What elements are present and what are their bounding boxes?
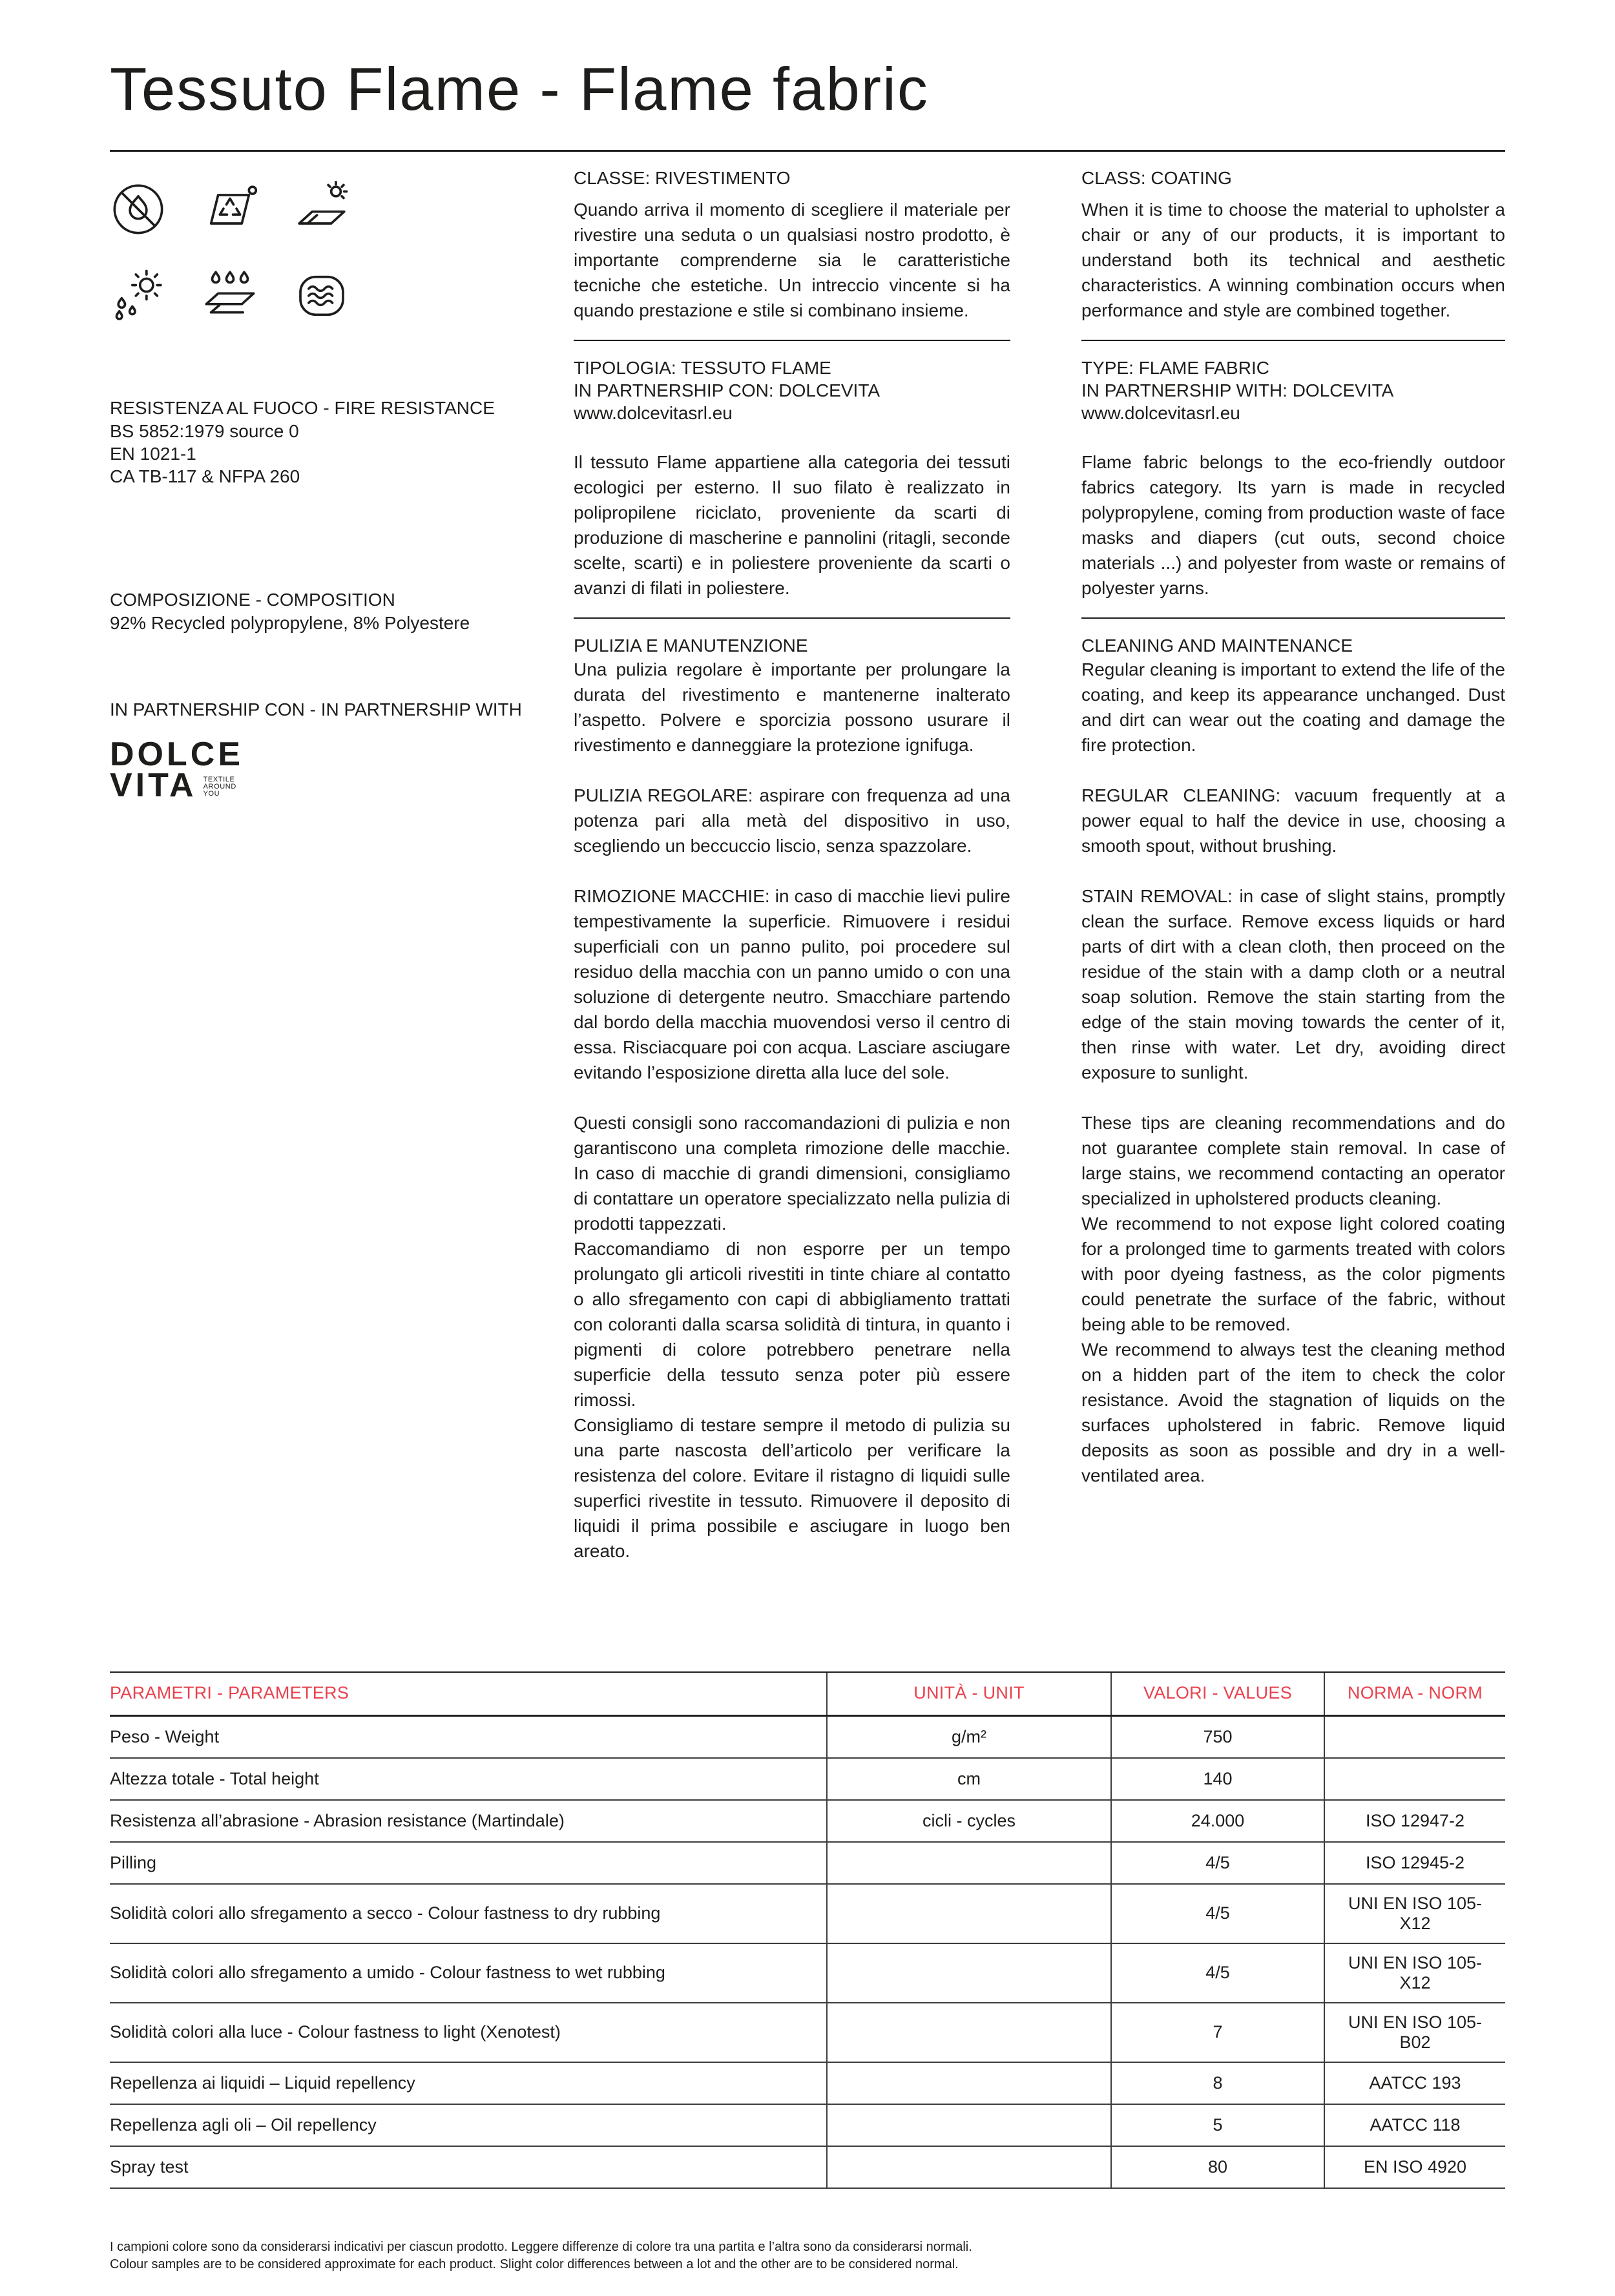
parameter-cell: Pilling xyxy=(110,1842,827,1884)
footer-note-italian: I campioni colore sono da considerarsi indicativi per ciascun prodotto. Leggere differenze di colore tra una partita e l’altra sono da considerarsi normali. xyxy=(110,2240,972,2254)
regular-cleaning-en: REGULAR CLEANING: vacuum frequently at a power equal to half the device in use, choosing a smooth spout, without brushing. xyxy=(1081,785,1505,856)
title-divider xyxy=(110,150,1505,152)
page-title: Tessuto Flame - Flame fabric xyxy=(110,55,929,123)
type-heading-en: TYPE: FLAME FABRIC xyxy=(1081,358,1269,378)
table-row xyxy=(110,2062,1505,2104)
unit-cell xyxy=(827,2003,1111,2062)
unit-cell: cm xyxy=(827,1758,1111,1800)
value-cell: 4/5 xyxy=(1111,1842,1324,1884)
table-header-row xyxy=(110,1672,1505,1716)
value-cell: 4/5 xyxy=(1111,1943,1324,2003)
type-text-it: Il tessuto Flame appartiene alla categoria dei tessuti ecologici per esterno. Il suo filato è realizzato in polipropilene riciclato, proveniente da scarti di produzione di mascherine e pannolini (ritagli, seconde scelte, scarti) e in poliestere proveniente da scarti o avanzi di filati in poliestere. xyxy=(574,452,1010,598)
class-heading-it: CLASSE: RIVESTIMENTO xyxy=(574,168,791,188)
unit-cell xyxy=(827,1884,1111,1943)
composition-section xyxy=(110,588,523,634)
unit-column-header: UNITÀ - UNIT xyxy=(827,1672,1111,1716)
cleaning-tips-it: Consigliamo di testare sempre il metodo di pulizia su una parte nascosta dell’articolo per verificare la resistenza del colore. Evitare il ristagno di liquidi sulle superfici rivestite in tessuto. Rimuovere il deposito di liquidi il prima possibile e asciugare in luogo ben areato. xyxy=(574,1415,1010,1561)
tagline-line: TEXTILE xyxy=(203,776,235,783)
footer-note xyxy=(110,2239,1505,2273)
unit-cell xyxy=(827,2062,1111,2104)
norm-cell: UNI EN ISO 105-X12 xyxy=(1324,1943,1505,2003)
regular-cleaning-it: PULIZIA REGOLARE: aspirare con frequenza ad una potenza pari alla metà del dispositivo in uso, scegliendo un beccuccio liscio, senza spazzolare. xyxy=(574,785,1010,856)
section-divider xyxy=(574,340,1010,341)
english-column xyxy=(1081,167,1505,1488)
parameters-table xyxy=(110,1671,1505,2189)
unit-cell xyxy=(827,1943,1111,2003)
table-row xyxy=(110,1842,1505,1884)
fire-resistance-heading: RESISTENZA AL FUOCO - FIRE RESISTANCE xyxy=(110,398,495,418)
norm-cell xyxy=(1324,1758,1505,1800)
value-cell: 140 xyxy=(1111,1758,1324,1800)
cleaning-tips-en: We recommend to not expose light colored coating for a prolonged time to garments treated with colors with poor dyeing fastness, as the color pigments could penetrate the surface of the fabric, without being able to be removed. xyxy=(1081,1214,1505,1334)
norm-cell: AATCC 118 xyxy=(1324,2104,1505,2146)
parameter-cell: Repellenza agli oli – Oil repellency xyxy=(110,2104,827,2146)
feature-icons xyxy=(110,181,523,324)
no-open-flame-icon xyxy=(110,181,167,238)
class-text-en: When it is time to choose the material to upholster a chair or any of our products, it is important to understand both its technical and aesthetic characteristics. A winning combination occurs when performance and style are combined together. xyxy=(1081,200,1505,320)
parameter-cell: Spray test xyxy=(110,2146,827,2188)
parameter-cell: Altezza totale - Total height xyxy=(110,1758,827,1800)
value-cell: 4/5 xyxy=(1111,1884,1324,1943)
weather-resistant-icon xyxy=(110,267,167,324)
unit-cell xyxy=(827,2104,1111,2146)
value-cell: 80 xyxy=(1111,2146,1324,2188)
table-row xyxy=(110,1800,1505,1842)
parameter-cell: Solidità colori alla luce - Colour fastness to light (Xenotest) xyxy=(110,2003,827,2062)
recycled-materials-icon xyxy=(202,181,258,238)
table-row xyxy=(110,2104,1505,2146)
table-row xyxy=(110,1884,1505,1943)
type-text-en: Flame fabric belongs to the eco-friendly outdoor fabrics category. Its yarn is made in recycled polypropylene, coming from production waste of face masks and diapers (cut outs, second choice materials ...) and polyester from waste or remains of polyester yarns. xyxy=(1081,452,1505,598)
unit-cell: g/m² xyxy=(827,1716,1111,1758)
parameter-cell: Repellenza ai liquidi – Liquid repellency xyxy=(110,2062,827,2104)
unit-cell: cicli - cycles xyxy=(827,1800,1111,1842)
norm-cell xyxy=(1324,1716,1505,1758)
norm-cell: AATCC 193 xyxy=(1324,2062,1505,2104)
cleaning-tips-it: Raccomandiamo di non esporre per un tempo prolungato gli articoli rivestiti in tinte chiare al contatto o allo sfregamento con capi di abbigliamento trattati con coloranti dalla scarsa solidità di tintura, in quanto i pigmenti di colore potrebbero penetrare nella superficie della tessuto senza poter più essere rimossi. xyxy=(574,1239,1010,1410)
parameters-column-header: PARAMETRI - PARAMETERS xyxy=(110,1672,827,1716)
cleaning-tips-it: Questi consigli sono raccomandazioni di pulizia e non garantiscono una completa rimozione delle macchie. In caso di macchie di grandi dimensioni, consigliamo di contattare un operatore specializzato nella pulizia di prodotti tappezzati. xyxy=(574,1113,1010,1234)
parameter-cell: Resistenza all’abrasione - Abrasion resistance (Martindale) xyxy=(110,1800,827,1842)
tagline-line: AROUND xyxy=(203,783,236,791)
value-cell: 750 xyxy=(1111,1716,1324,1758)
partnership-heading: IN PARTNERSHIP CON - IN PARTNERSHIP WITH xyxy=(110,699,522,719)
partnership-section xyxy=(110,698,523,804)
norm-cell: UNI EN ISO 105-B02 xyxy=(1324,2003,1505,2062)
cleaning-tips-en: These tips are cleaning recommendations and do not guarantee complete stain removal. In case of large stains, we recommend contacting an operator specialized in upholstered products cleaning. xyxy=(1081,1113,1505,1208)
type-partnership-en: IN PARTNERSHIP WITH: DOLCEVITA xyxy=(1081,380,1394,400)
dolcevita-logo-word2: VITA xyxy=(110,767,197,804)
unit-cell xyxy=(827,1842,1111,1884)
stain-removal-it: RIMOZIONE MACCHIE: in caso di macchie lievi pulire tempestivamente la superficie. Rimuovere i residui superficiali con un panno pulito, poi procedere sul residuo della macchia con un panno umido o con una soluzione di detergente neutro. Smacchiare partendo dal bordo della macchia muovendosi verso il centro di essa. Risciacquare poi con acqua. Lasciare asciugare evitando l’esposizione diretta alla luce del sole. xyxy=(574,886,1010,1082)
norm-column-header: NORMA - NORM xyxy=(1324,1672,1505,1716)
class-heading-en: CLASS: COATING xyxy=(1081,168,1232,188)
fire-standard: BS 5852:1979 source 0 xyxy=(110,421,299,441)
cleaning-heading-it: PULIZIA E MANUTENZIONE xyxy=(574,636,808,656)
dolcevita-logo-word1: DOLCE xyxy=(110,736,244,773)
norm-cell: ISO 12945-2 xyxy=(1324,1842,1505,1884)
norm-cell: EN ISO 4920 xyxy=(1324,2146,1505,2188)
left-column xyxy=(110,181,523,804)
value-cell: 7 xyxy=(1111,2003,1324,2062)
fire-resistance-section xyxy=(110,397,523,488)
tagline-line: YOU xyxy=(203,790,220,798)
fire-standard: CA TB-117 & NFPA 260 xyxy=(110,466,300,486)
parameter-cell: Solidità colori allo sfregamento a secco - Colour fastness to dry rubbing xyxy=(110,1884,827,1943)
composition-heading: COMPOSIZIONE - COMPOSITION xyxy=(110,590,395,610)
section-divider xyxy=(574,617,1010,619)
table-row xyxy=(110,1943,1505,2003)
cleaning-intro-en: Regular cleaning is important to extend the life of the coating, and keep its appearance unchanged. Dust and dirt can wear out the coating and damage the fire protection. xyxy=(1081,659,1505,755)
italian-column xyxy=(574,167,1010,1564)
values-column-header: VALORI - VALUES xyxy=(1111,1672,1324,1716)
value-cell: 8 xyxy=(1111,2062,1324,2104)
parameter-cell: Solidità colori allo sfregamento a umido - Colour fastness to wet rubbing xyxy=(110,1943,827,2003)
fire-standard: EN 1021-1 xyxy=(110,444,196,464)
section-divider xyxy=(1081,340,1505,341)
stain-removal-en: STAIN REMOVAL: in case of slight stains, promptly clean the surface. Remove excess liquids or hard parts of dirt with a clean cloth, then proceed on the residue of the stain with a damp cloth or a neutral soap solution. Remove the stain starting from the edge of the stain moving towards the center of it, then rinse with water. Let dry, avoiding direct exposure to sunlight. xyxy=(1081,886,1505,1082)
cleaning-intro-it: Una pulizia regolare è importante per prolungare la durata del rivestimento e mantenerne inalterato l’aspetto. Polvere e sporcizia possono usurare il rivestimento e danneggiare la protezione ignifuga. xyxy=(574,659,1010,755)
water-drops-fabric-icon xyxy=(202,267,258,324)
norm-cell: UNI EN ISO 105-X12 xyxy=(1324,1884,1505,1943)
table-row xyxy=(110,2003,1505,2062)
norm-cell: ISO 12947-2 xyxy=(1324,1800,1505,1842)
dolcevita-logo-tagline xyxy=(203,776,236,801)
value-cell: 5 xyxy=(1111,2104,1324,2146)
value-cell: 24.000 xyxy=(1111,1800,1324,1842)
cleaning-heading-en: CLEANING AND MAINTENANCE xyxy=(1081,636,1353,656)
water-waves-icon xyxy=(293,267,350,324)
dolcevita-logo xyxy=(110,736,523,804)
dolcevita-website-link[interactable]: www.dolcevitasrl.eu xyxy=(1081,403,1240,423)
section-divider xyxy=(1081,617,1505,619)
footer-note-english: Colour samples are to be considered approximate for each product. Slight color differences between a lot and the other are to be considered normal. xyxy=(110,2257,959,2271)
class-text-it: Quando arriva il momento di scegliere il materiale per rivestire una seduta o un qualsiasi nostro prodotto, è importante comprenderne sia le caratteristiche tecniche che estetiche. Un intreccio vincente si ha quando prestazione e stile si combinano insieme. xyxy=(574,200,1010,320)
cleaning-tips-en: We recommend to always test the cleaning method on a hidden part of the item to check the color resistance. Avoid the stagnation of liquids on the surfaces upholstered in fabric. Remove liquid deposits as soon as possible and dry in a well-ventilated area. xyxy=(1081,1339,1505,1485)
composition-value: 92% Recycled polypropylene, 8% Polyestere xyxy=(110,613,470,633)
table-row xyxy=(110,1716,1505,1758)
table-row xyxy=(110,1758,1505,1800)
dolcevita-website-link[interactable]: www.dolcevitasrl.eu xyxy=(574,403,733,423)
sun-protected-fabric-icon xyxy=(293,181,350,238)
type-heading-it: TIPOLOGIA: TESSUTO FLAME xyxy=(574,358,831,378)
parameter-cell: Peso - Weight xyxy=(110,1716,827,1758)
unit-cell xyxy=(827,2146,1111,2188)
type-partnership-it: IN PARTNERSHIP CON: DOLCEVITA xyxy=(574,380,880,400)
table-row xyxy=(110,2146,1505,2188)
